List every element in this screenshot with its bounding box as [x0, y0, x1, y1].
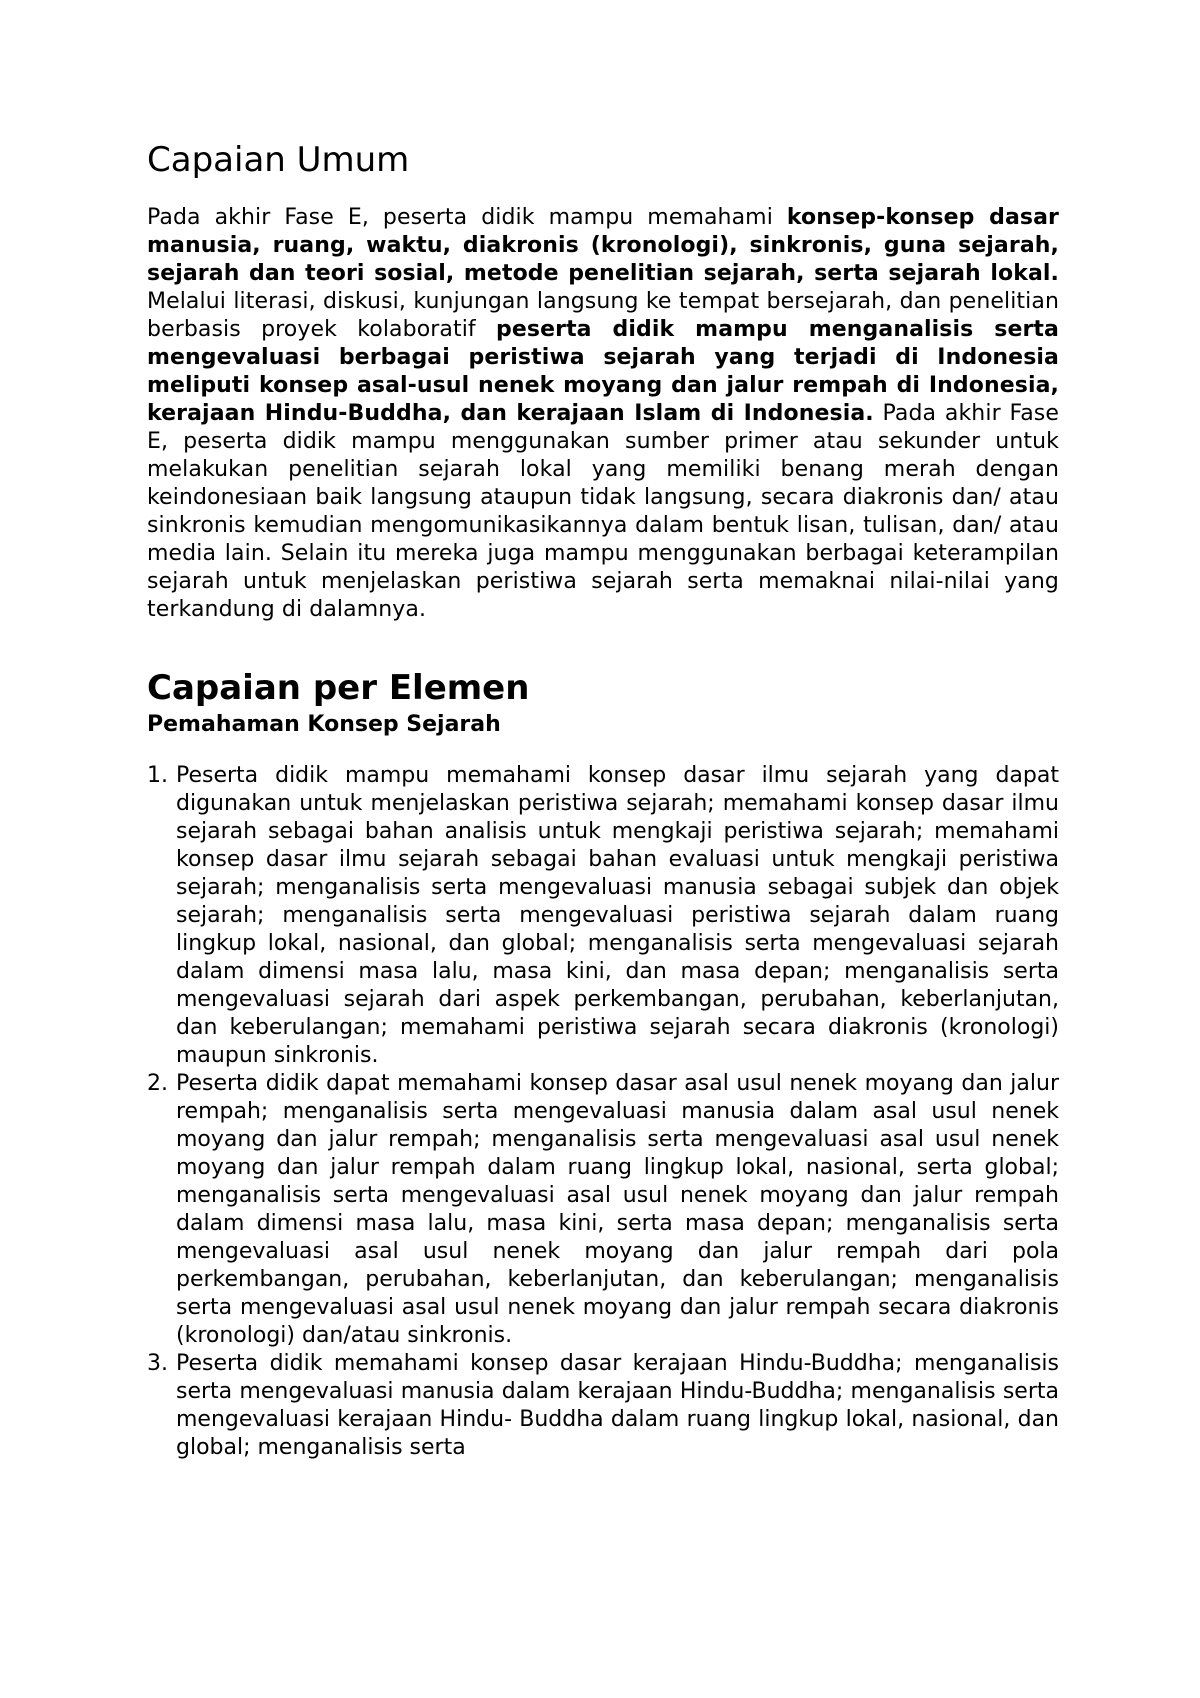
list-item-text: Peserta didik mampu memahami konsep dasar ilmu sejarah yang dapat digunakan untuk menjelaskan peristiwa sejarah; memahami konsep dasar ilmu sejarah sebagai bahan analisis untuk mengkaji peristiwa sejarah; memahami konsep dasar ilmu sejarah sebagai bahan evaluasi untuk mengkaji peristiwa sejarah; menganalisis serta mengevaluasi manusia sebagai subjek dan objek sejarah; menganalisis serta mengevaluasi peristiwa sejarah dalam ruang lingkup lokal, nasional, dan global; menganalisis serta mengevaluasi sejarah dalam dimensi masa lalu, masa kini, dan masa depan; menganalisis serta mengevaluasi sejarah dari aspek perkembangan, perubahan, keberlanjutan, dan keberulangan; memahami peristiwa sejarah secara diakronis (kronologi) maupun sinkronis.	[176, 763, 1059, 1068]
list-item-text: Peserta didik dapat memahami konsep dasar asal usul nenek moyang dan jalur rempah; menganalisis serta mengevaluasi manusia dalam asal usul nenek moyang dan jalur rempah; menganalisis serta mengevaluasi asal usul nenek moyang dan jalur rempah dalam ruang lingkup lokal, nasional, serta global; menganalisis serta mengevaluasi asal usul nenek moyang dan jalur rempah dalam dimensi masa lalu, masa kini, serta masa depan; menganalisis serta mengevaluasi asal usul nenek moyang dan jalur rempah dari pola perkembangan, perubahan, keberlanjutan, dan keberulangan; menganalisis serta mengevaluasi asal usul nenek moyang dan jalur rempah secara diakronis (kronologi) dan/atau sinkronis.	[176, 1071, 1059, 1348]
list-item	[147, 1070, 1059, 1350]
list-item	[147, 762, 1059, 1070]
list-item-number: 1.	[147, 763, 168, 788]
list-item-number: 2.	[147, 1071, 168, 1096]
general-paragraph-part: Pada akhir Fase E, peserta didik mampu memahami	[147, 205, 787, 230]
document-page	[147, 138, 1059, 1462]
spacer	[147, 624, 1059, 666]
general-paragraph-part: Pada akhir Fase E, peserta didik mampu menggunakan sumber primer atau sekunder untuk melakukan penelitian sejarah lokal yang memiliki benang merah dengan keindonesiaan baik langsung ataupun tidak langsung, secara diakronis dan/ atau sinkronis kemudian mengomunikasikannya dalam bentuk lisan, tulisan, dan/ atau media lain. Selain itu mereka juga mampu menggunakan berbagai keterampilan sejarah untuk menjelaskan peristiwa sejarah serta memaknai nilai-nilai yang terkandung di dalamnya.	[147, 401, 1059, 622]
section-title-general: Capaian Umum	[147, 140, 410, 180]
general-paragraph	[147, 204, 1059, 624]
general-paragraph-bold-part: konsep-konsep dasar manusia, ruang, waktu, diakronis (kronologi), sinkronis, guna sejarah, sejarah dan teori sosial, metode penelitian sejarah, serta sejarah lokal.	[147, 205, 1060, 286]
element-list	[147, 762, 1059, 1462]
general-paragraph-bold-part: peserta didik mampu menganalisis serta mengevaluasi berbagai peristiwa sejarah yang terjadi di Indonesia meliputi konsep asal-usul nenek moyang dan jalur rempah di Indonesia, kerajaan Hindu-Buddha, dan kerajaan Islam di Indonesia.	[147, 317, 1059, 426]
section-title-elements: Capaian per Elemen	[147, 668, 530, 708]
general-paragraph-part: Melalui literasi, diskusi, kunjungan langsung ke tempat bersejarah, dan penelitian berbasis proyek kolaboratif	[147, 289, 1059, 342]
list-item-number: 3.	[147, 1351, 168, 1376]
list-item-text: Peserta didik memahami konsep dasar kerajaan Hindu-Buddha; menganalisis serta mengevaluasi manusia dalam kerajaan Hindu-Buddha; menganalisis serta mengevaluasi kerajaan Hindu- Buddha dalam ruang lingkup lokal, nasional, dan global; menganalisis serta	[176, 1351, 1059, 1460]
list-item	[147, 1350, 1059, 1462]
subsection-title: Pemahaman Konsep Sejarah	[147, 712, 501, 737]
